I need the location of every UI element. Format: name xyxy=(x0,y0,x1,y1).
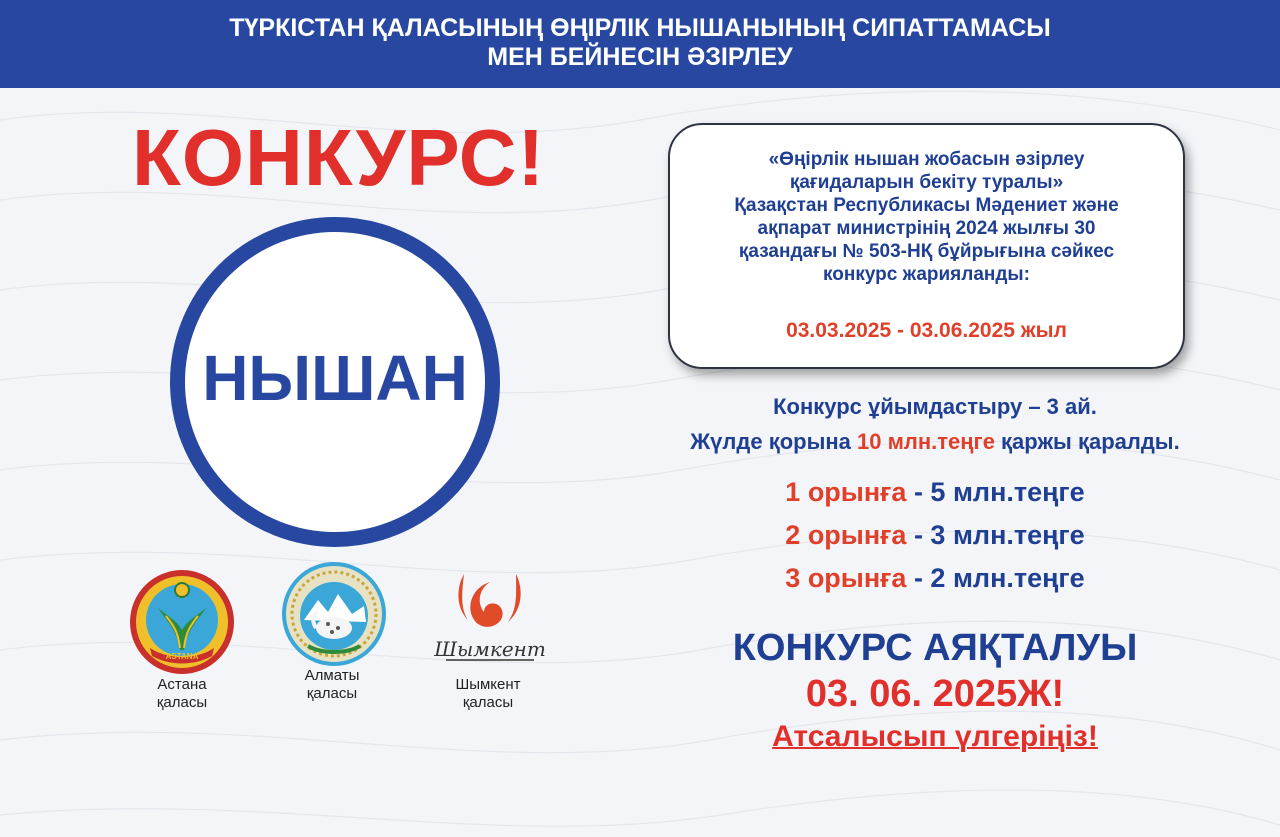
shymkent-logo-text: Шымкент xyxy=(434,637,546,661)
contest-duration: Конкурс ұйымдастыру – 3 ай. xyxy=(773,394,1097,419)
fund-prefix: Жүлде қорына xyxy=(690,429,857,454)
emblem-word: НЫШАН xyxy=(202,342,468,414)
banner-line-2: МЕН БЕЙНЕСІН ӘЗІРЛЕУ xyxy=(487,43,793,71)
fund-amount: 10 млн.теңге xyxy=(857,429,995,454)
contest-date-range: 03.03.2025 - 03.06.2025 жыл xyxy=(786,319,1067,342)
city-suffix: қаласы xyxy=(306,685,358,702)
city-name: Астана xyxy=(157,676,207,693)
astana-emblem-icon xyxy=(128,568,236,676)
city-shymkent xyxy=(428,676,548,712)
decree-line: «Өңірлік нышан жобасын әзірлеу xyxy=(768,149,1085,170)
prize-place: 2 орынға xyxy=(785,520,907,550)
decree-line: конкурс жарияланды: xyxy=(823,264,1030,285)
call-to-action xyxy=(600,719,1270,755)
decree-line: ақпарат министрінің 2024 жылғы 30 xyxy=(757,218,1096,239)
prize-first-place xyxy=(600,476,1270,508)
prize-place: 3 орынға xyxy=(785,563,907,593)
shymkent-logo-icon xyxy=(434,568,546,672)
prize-amount: - 2 млн.теңге xyxy=(906,563,1085,593)
decree-line: Қазақстан Республикасы Мәдениет және xyxy=(734,195,1119,216)
astana-logo-text: ASTANA xyxy=(165,652,199,661)
prize-amount: - 5 млн.теңге xyxy=(906,477,1085,507)
city-name: Шымкент xyxy=(455,676,521,693)
city-astana xyxy=(122,676,242,712)
prize-second-place xyxy=(600,519,1270,551)
prize-place: 1 орынға xyxy=(785,477,907,507)
prize-third-place xyxy=(600,562,1270,594)
city-suffix: қаласы xyxy=(462,694,514,711)
city-name: Алматы xyxy=(304,667,360,684)
prize-fund xyxy=(600,428,1270,456)
fund-suffix: қаржы қаралды. xyxy=(994,429,1180,454)
decree-line: қазандағы № 503-НҚ бұйрығына сәйкес xyxy=(738,241,1115,262)
city-almaty xyxy=(272,667,392,703)
decree-line: қағидаларын бекіту туралы» xyxy=(789,172,1064,193)
header-banner xyxy=(0,0,1280,88)
contest-title: КОНКУРС! xyxy=(132,113,546,202)
contest-end-title: КОНКУРС АЯҚТАЛУЫ xyxy=(732,627,1138,669)
almaty-emblem-icon xyxy=(282,562,386,666)
contest-end-date: 03. 06. 2025Ж! xyxy=(805,673,1065,715)
call-to-action-text: Атсалысып үлгеріңіз! xyxy=(772,720,1098,753)
city-suffix: қаласы xyxy=(156,694,208,711)
prize-amount: - 3 млн.теңге xyxy=(906,520,1085,550)
banner-line-1: ТҮРКІСТАН ҚАЛАСЫНЫҢ ӨҢІРЛІК НЫШАНЫНЫҢ СИПАТТАМАСЫ xyxy=(229,14,1051,42)
